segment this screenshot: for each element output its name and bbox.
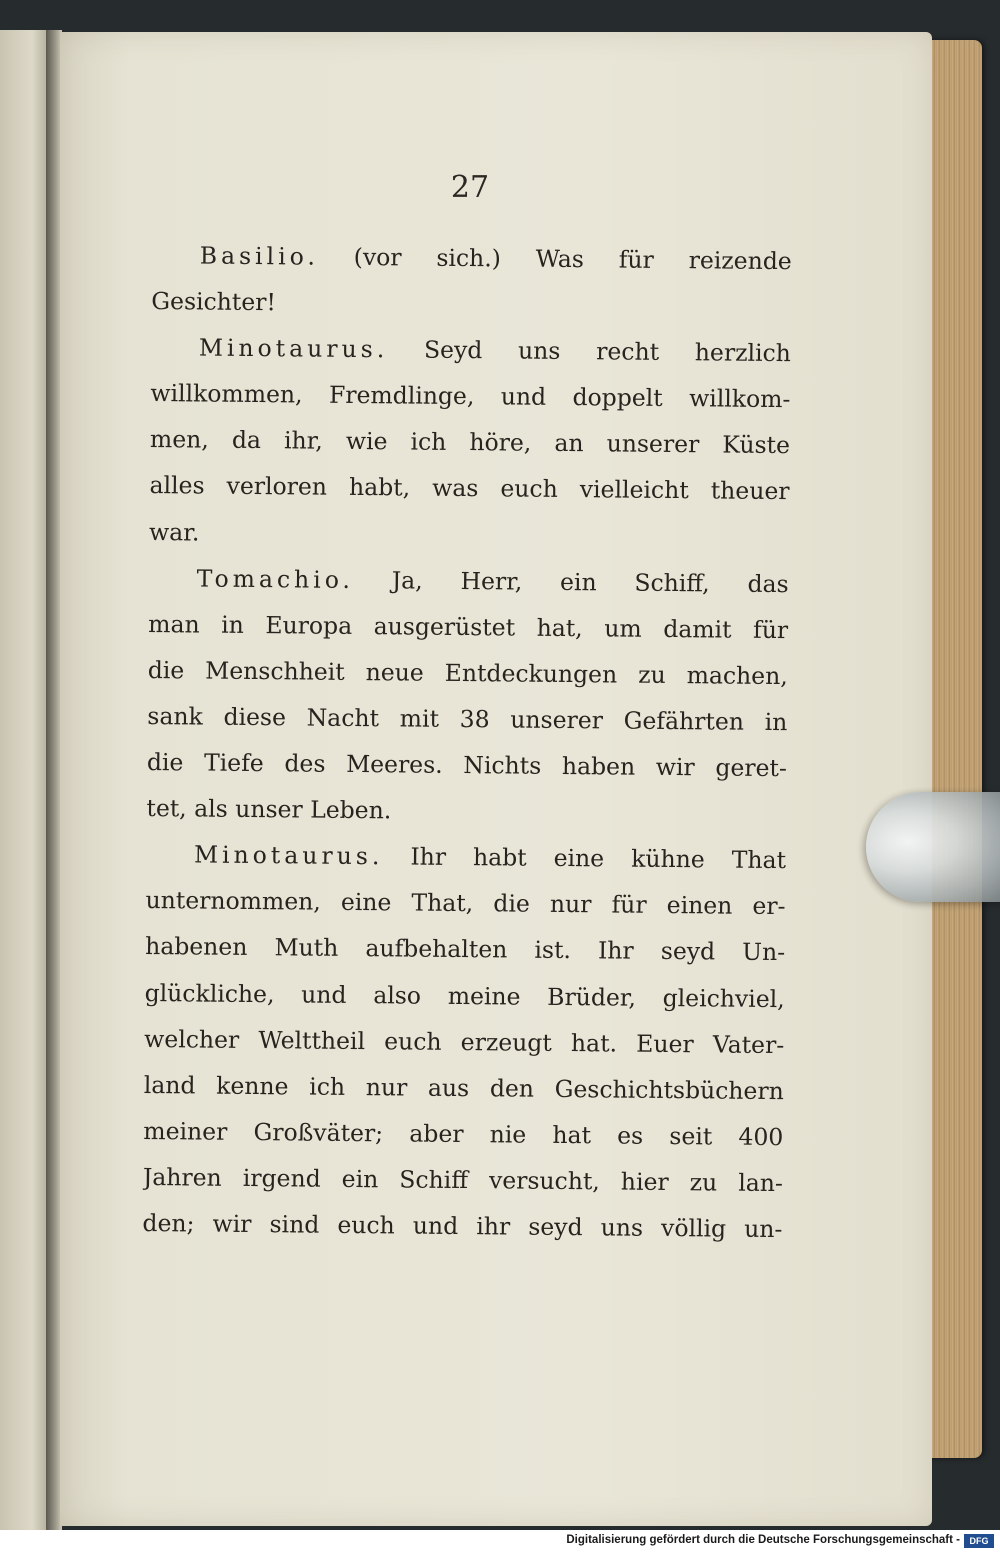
text-line [146,785,786,837]
text-line [151,324,791,376]
line-text: Gesichter! [151,287,277,317]
line-text: die Tiefe des Meeres. Nichts haben wir geret- [146,748,788,783]
line-text: unternommen, eine That, die nur für einen er- [145,886,786,921]
line-text: tet, als unser Leben. [146,794,392,825]
page-holder-clip [866,792,1000,902]
text-line [144,969,784,1021]
line-text: meiner Großväter; aber nie hat es seit 400 [143,1116,784,1151]
text-line [147,693,787,745]
line-text: die Menschheit neue Entdeckungen zu machen, [147,655,788,690]
line-text: den; wir sind euch und ihr seyd uns völlig un- [142,1208,783,1244]
line-text: glückliche, und also meine Brüder, gleichviel, [144,978,785,1013]
text-line [148,647,788,699]
line-text: sank diese Nacht mit 38 unserer Gefährten in [147,701,788,737]
footer-bar [0,1530,1000,1552]
text-line [144,1016,784,1068]
dfg-logo: DFG [964,1534,994,1548]
page-text [142,232,792,1252]
text-line [148,555,788,607]
page-number: 27 [450,170,490,205]
text-line [149,462,789,514]
text-line [142,1200,782,1252]
line-text: welcher Welttheil euch erzeugt hat. Euer Vater- [144,1024,785,1059]
page-block-edge [926,40,982,1458]
line-text: willkommen, Fremdlinge, und doppelt willkom- [150,379,791,414]
text-line [148,601,788,653]
line-text: Seyd uns recht herzlich [423,335,791,368]
text-line [143,1154,783,1206]
speaker-name: Basilio. [199,241,319,271]
line-text: Jahren irgend ein Schiff versucht, hier zu lan- [142,1162,784,1197]
speaker-name: Minotaurus. [193,840,384,871]
text-line [152,232,792,284]
line-text: land kenne ich nur aus den Geschichtsbüchern [143,1070,784,1105]
line-text: alles verloren habt, was euch vielleicht theuer [149,471,790,506]
speaker-name: Minotaurus. [198,333,389,364]
text-line [145,923,785,975]
facing-page-edge [0,30,48,1530]
line-text: habenen Muth aufbehalten ist. Ihr seyd Un- [145,932,786,967]
text-line [144,1062,784,1114]
text-line [147,739,787,791]
line-text: (vor sich.) Was für reizende [353,242,792,276]
line-text: man in Europa ausgerüstet hat, um damit für [148,609,789,644]
text-line [143,1108,783,1160]
text-line [146,831,786,883]
line-text: Ja, Herr, ein Schiff, das [391,565,789,598]
line-text: men, da ihr, wie ich höre, an unserer Küste [149,425,791,460]
text-line [151,278,791,330]
text-line [149,509,789,561]
text-line [145,877,785,929]
text-line [150,370,790,422]
text-line [150,416,790,468]
speaker-name: Tomachio. [196,564,355,594]
line-text: war. [148,517,200,547]
line-text: Ihr habt eine kühne That [410,842,787,875]
footer-credit: Digitalisierung gefördert durch die Deutsche Forschungsgemeinschaft - [566,1534,960,1546]
